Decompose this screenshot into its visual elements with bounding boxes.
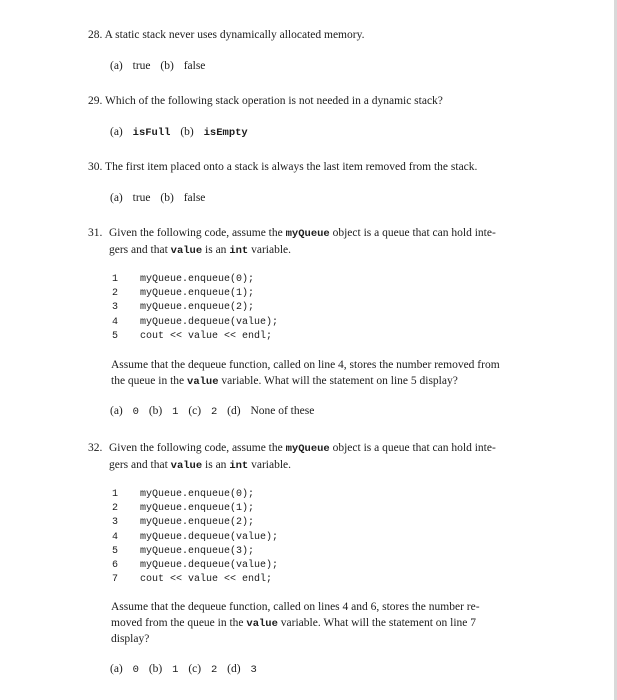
- question-number: 32.: [88, 442, 103, 454]
- code-text: myQueue.enqueue(2);: [140, 302, 255, 314]
- question-number: 29.: [88, 95, 103, 107]
- line-number: 7: [112, 574, 119, 586]
- line-number: 5: [112, 545, 119, 557]
- option-d-text[interactable]: None of these: [250, 405, 315, 417]
- question-29-options: [110, 126, 255, 139]
- code-line: [112, 545, 278, 559]
- code-line: [112, 316, 278, 330]
- code-line: [112, 516, 278, 530]
- code-text: myQueue.enqueue(3);: [140, 545, 255, 557]
- question-31-follow-up: Assume that the dequeue function, called on line 4, stores the number removed from the queue in the value variable. What will the statement on line 5 display?: [111, 359, 500, 388]
- question-30-options: [110, 192, 212, 204]
- question-31-intro: Given the following code, assume the myQueue object is a queue that can hold inte- gers and that value is an int variable.: [109, 227, 496, 257]
- question-number: 28.: [88, 29, 103, 41]
- line-number: 3: [112, 302, 119, 314]
- option-b-label: (b): [160, 192, 174, 204]
- code-identifier: myQueue: [285, 228, 330, 240]
- code-line: [112, 559, 278, 573]
- question-32-number: [88, 441, 102, 456]
- line-number: 5: [112, 330, 119, 342]
- code-line: [112, 330, 278, 344]
- code-text: cout << value << endl;: [140, 574, 273, 586]
- code-line: [112, 488, 278, 502]
- option-c-text[interactable]: 2: [210, 406, 218, 418]
- code-identifier: value: [170, 459, 203, 472]
- option-a-label: (a): [110, 663, 123, 675]
- question-29: [88, 94, 443, 109]
- question-number: 30.: [88, 161, 103, 173]
- question-32-code-listing: [112, 488, 278, 587]
- line-number: 4: [112, 316, 119, 328]
- option-b-text[interactable]: isEmpty: [203, 127, 248, 139]
- code-text: myQueue.dequeue(value);: [140, 531, 279, 543]
- code-line: [112, 273, 278, 287]
- question-28-options: [110, 60, 212, 72]
- code-line: [112, 573, 278, 587]
- code-text: myQueue.enqueue(1);: [140, 503, 255, 515]
- option-a-text[interactable]: true: [132, 192, 151, 204]
- option-a-label: (a): [110, 126, 123, 138]
- question-30: [88, 160, 477, 175]
- code-text: cout << value << endl;: [140, 330, 273, 342]
- code-identifier: int: [229, 459, 249, 472]
- option-c-label: (c): [188, 405, 202, 417]
- question-32-follow-up: Assume that the dequeue function, called on lines 4 and 6, stores the number re- moved from the queue in the value variable. What will the statement on line 7 display?: [111, 601, 480, 645]
- question-text: A static stack never uses dynamically allocated memory.: [104, 29, 365, 41]
- line-number: 2: [112, 288, 119, 300]
- question-32-options: [110, 663, 264, 676]
- line-number: 4: [112, 531, 119, 543]
- code-identifier: value: [246, 617, 278, 630]
- code-text: myQueue.enqueue(0);: [140, 489, 255, 500]
- code-text: myQueue.enqueue(0);: [140, 274, 255, 285]
- option-a-text[interactable]: true: [132, 60, 151, 72]
- option-a-label: (a): [110, 60, 123, 72]
- option-d-label: (d): [227, 663, 241, 675]
- option-d-text[interactable]: 3: [250, 664, 257, 676]
- code-text: myQueue.dequeue(value);: [140, 316, 279, 328]
- option-b-text[interactable]: false: [183, 60, 206, 72]
- question-32-intro: Given the following code, assume the myQueue object is a queue that can hold inte- gers and that value is an int variable.: [109, 442, 496, 472]
- option-c-label: (c): [188, 663, 202, 675]
- question-31-number: [88, 226, 102, 241]
- option-b-text[interactable]: false: [183, 192, 206, 204]
- option-b-label: (b): [148, 663, 163, 675]
- option-d-label: (d): [227, 405, 241, 417]
- option-b-text[interactable]: 1: [172, 406, 179, 418]
- option-b-text[interactable]: 1: [172, 664, 179, 676]
- code-text: myQueue.enqueue(2);: [140, 517, 255, 529]
- question-28: [88, 28, 364, 43]
- code-line: [112, 502, 278, 516]
- code-identifier: int: [229, 244, 249, 257]
- code-identifier: value: [187, 375, 219, 388]
- line-number: 1: [112, 489, 119, 500]
- option-c-text[interactable]: 2: [210, 664, 218, 676]
- question-text: The first item placed onto a stack is always the last item removed from the stack.: [105, 161, 478, 173]
- option-a-label: (a): [110, 192, 123, 204]
- code-line: [112, 301, 278, 315]
- option-b-label: (b): [180, 126, 194, 138]
- option-a-label: (a): [110, 405, 123, 417]
- line-number: 1: [112, 274, 119, 285]
- line-number: 2: [112, 503, 119, 515]
- line-number: 3: [112, 517, 119, 529]
- code-text: myQueue.enqueue(1);: [140, 288, 255, 300]
- option-a-text[interactable]: isFull: [132, 127, 171, 139]
- code-identifier: myQueue: [285, 443, 330, 455]
- question-31-options: [110, 405, 321, 418]
- option-b-label: (b): [148, 405, 163, 417]
- code-line: [112, 287, 278, 301]
- question-number: 31.: [88, 227, 103, 239]
- line-number: 6: [112, 560, 119, 572]
- code-line: [112, 531, 278, 545]
- question-31-code-listing: [112, 273, 278, 344]
- option-a-text[interactable]: 0: [132, 406, 139, 418]
- code-identifier: value: [170, 244, 203, 257]
- code-text: myQueue.dequeue(value);: [140, 560, 279, 572]
- question-text: Which of the following stack operation is not needed in a dynamic stack?: [105, 95, 443, 107]
- option-b-label: (b): [160, 60, 174, 72]
- option-a-text[interactable]: 0: [132, 664, 139, 676]
